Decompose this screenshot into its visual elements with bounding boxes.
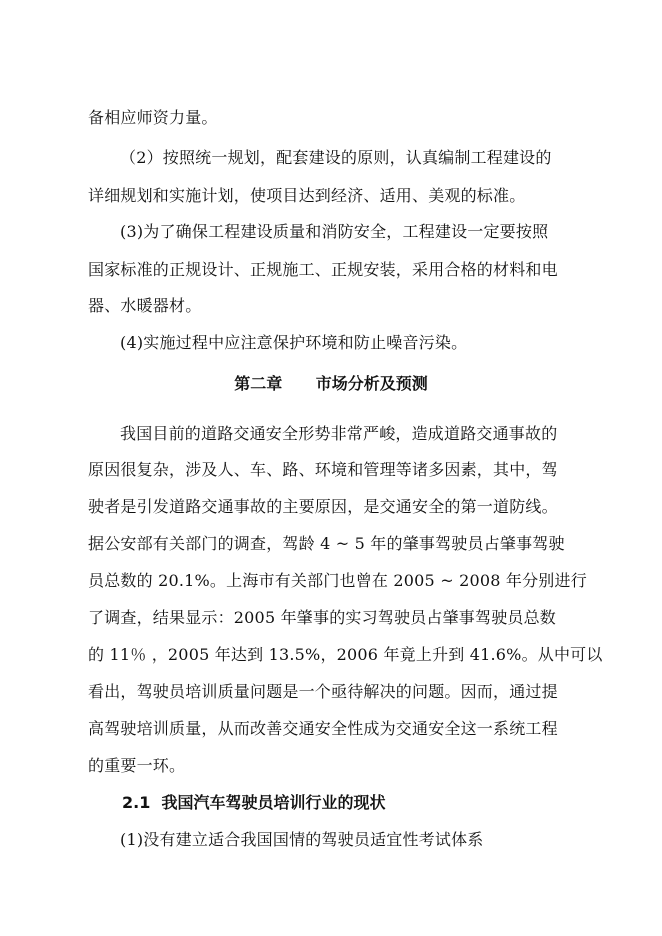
paragraph-line: 员总数的 20.1%。上海市有关部门也曾在 2005 ~ 2008 年分别进行 — [88, 571, 587, 590]
paragraph-line: （2）按照统一规划，配套建设的原则，认真编制工程建设的 — [120, 148, 552, 167]
paragraph-line: (3)为了确保工程建设质量和消防安全，工程建设一定要按照 — [120, 222, 549, 241]
paragraph-line: 高驾驶培训质量，从而改善交通安全性成为交通安全这一系统工程 — [88, 719, 558, 738]
paragraph-line: 器、水暖器材。 — [88, 296, 202, 315]
paragraph-line: 驶者是引发道路交通事故的主要原因，是交通安全的第一道防线。 — [88, 497, 558, 516]
paragraph-line: 详细规划和实施计划，使项目达到经济、适用、美观的标准。 — [88, 186, 526, 205]
chapter-heading: 第二章 市场分析及预测 — [234, 374, 428, 393]
section-heading: 2.1 我国汽车驾驶员培训行业的现状 — [122, 793, 386, 812]
paragraph-line: 国家标准的正规设计、正规施工、正规安装，采用合格的材料和电 — [88, 260, 558, 279]
paragraph-line: 的 11％ ，2005 年达到 13.5%，2006 年竟上升到 41.6%。从中可以 — [88, 645, 603, 664]
paragraph-line: 了调查，结果显示：2005 年肇事的实习驾驶员占肇事驾驶员总数 — [88, 608, 557, 627]
paragraph-line: 据公安部有关部门的调查，驾龄 4 ~ 5 年的肇事驾驶员占肇事驾驶 — [88, 534, 565, 553]
paragraph-line: 的重要一环。 — [88, 756, 186, 775]
paragraph-line: 我国目前的道路交通安全形势非常严峻，造成道路交通事故的 — [120, 424, 558, 443]
paragraph-line: 看出，驾驶员培训质量问题是一个亟待解决的问题。因而，通过提 — [88, 682, 558, 701]
paragraph-line: (1)没有建立适合我国国情的驾驶员适宜性考试体系 — [120, 830, 484, 849]
paragraph-line: 备相应师资力量。 — [88, 108, 218, 127]
paragraph-line: (4)实施过程中应注意保护环境和防止噪音污染。 — [120, 333, 468, 352]
paragraph-line: 原因很复杂，涉及人、车、路、环境和管理等诸多因素，其中，驾 — [88, 460, 558, 479]
